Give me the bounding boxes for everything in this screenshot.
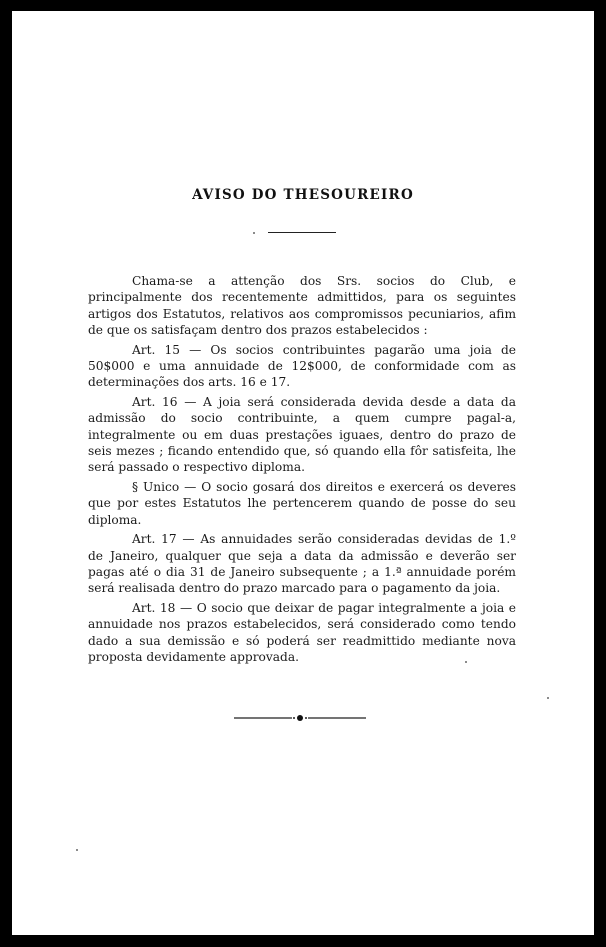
print-speck (76, 849, 78, 851)
document-body (88, 273, 516, 668)
document-page (12, 11, 594, 935)
title-divider (268, 232, 336, 233)
article-17-paragraph: Art. 17 — As annuidades serão consideradas devidas de 1.º de Janeiro, qualquer que seja a data da admissão e deverão ser pagas até o dia 31 de Janeiro subsequente ; a 1.ª annuidade porém será realisada dentro do prazo marcado para o pagamento da joia. (88, 532, 516, 596)
print-speck (547, 697, 549, 699)
intro-paragraph: Chama-se a attenção dos Srs. socios do Club, e principalmente dos recentemente admittidos, para os seguintes artigos dos Estatutos, relativos aos compromissos pecuniarios, afim de que os satisfaçam dentro dos prazos estabelecidos : (88, 274, 516, 338)
closing-ornament-divider (234, 713, 366, 723)
page-title: AVISO DO THESOUREIRO (192, 187, 414, 203)
print-speck (253, 232, 255, 234)
article-18-paragraph: Art. 18 — O socio que deixar de pagar integralmente a joia e annuidade nos prazos estabelecidos, será considerado como tendo dado a sua demissão e só poderá ser readmittido mediante nova proposta devidamente approvada. (88, 600, 516, 664)
article-15-paragraph: Art. 15 — Os socios contribuintes pagarão uma joia de 50$000 e uma annuidade de 12$000, de conformidade com as determinações dos arts. 16 e 17. (88, 342, 516, 390)
unico-paragraph: § Unico — O socio gosará dos direitos e exercerá os deveres que por estes Estatutos lhe pertencerem quando de posse do seu diploma. (88, 479, 516, 527)
article-16-paragraph: Art. 16 — A joia será considerada devida desde a data da admissão do socio contribuinte, a quem cumpre pagal-a, integralmente ou em duas prestações iguaes, dentro do prazo de seis mezes ; ficando entendido que, só quando ella fôr satisfeita, lhe será passado o respectivo diploma. (88, 394, 516, 475)
print-speck (465, 661, 467, 663)
